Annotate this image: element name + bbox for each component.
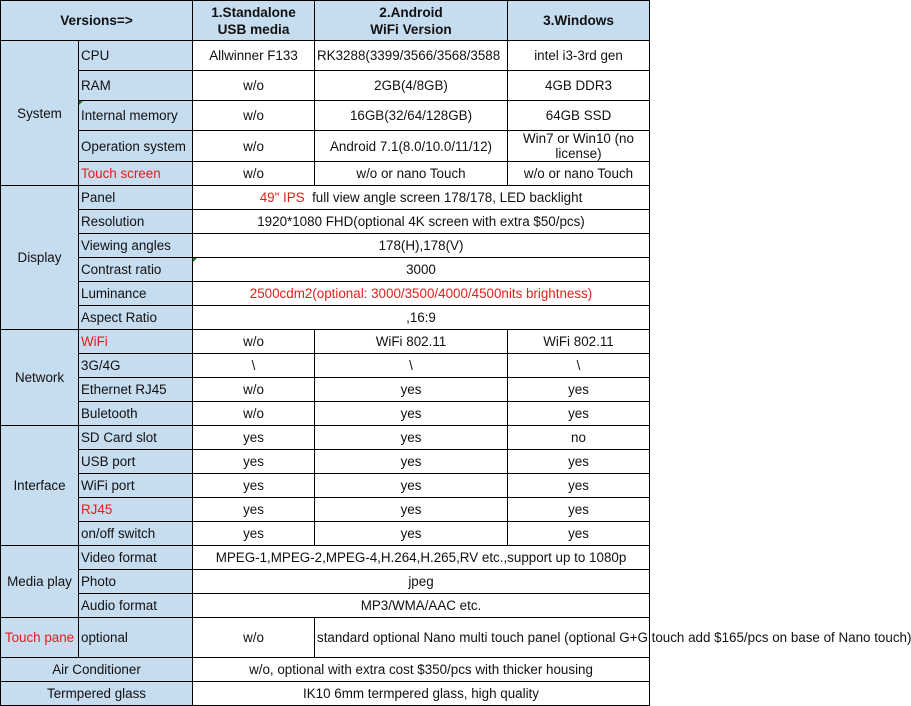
viewing-angles-value: 178(H),178(V)	[193, 234, 650, 258]
feature-audio-format: Audio format	[79, 594, 193, 618]
os-windows	[508, 131, 650, 162]
rj45-windows: yes	[508, 498, 650, 522]
feature-resolution: Resolution	[79, 210, 193, 234]
switch-standalone: yes	[193, 522, 315, 546]
feature-wifi: WiFi	[79, 330, 193, 354]
cpu-windows: intel i3-3rd gen	[508, 41, 650, 71]
feature-wifi-port: WiFi port	[79, 474, 193, 498]
feature-touch-optional: optional	[79, 618, 193, 658]
memory-windows: 64GB SSD	[508, 101, 650, 131]
table-row	[1, 210, 650, 234]
panel-value	[193, 186, 650, 210]
rj45-android: yes	[315, 498, 508, 522]
3g4g-standalone: \	[193, 354, 315, 378]
feature-usb-port: USB port	[79, 450, 193, 474]
category-interface: Interface	[1, 426, 79, 546]
usb-android: yes	[315, 450, 508, 474]
feature-air-conditioner: Air Conditioner	[1, 658, 193, 682]
android-header-line2: WiFi Version	[370, 21, 452, 37]
3g4g-windows: \	[508, 354, 650, 378]
table-row	[1, 378, 650, 402]
table-row	[1, 498, 650, 522]
table-row	[1, 41, 650, 71]
feature-viewing-angles: Viewing angles	[79, 234, 193, 258]
table-row	[1, 306, 650, 330]
table-row	[1, 546, 650, 570]
wifi-windows: WiFi 802.11	[508, 330, 650, 354]
table-row	[1, 618, 650, 658]
feature-rj45: RJ45	[79, 498, 193, 522]
tempered-glass-value: IK10 6mm termpered glass, high quality	[193, 682, 650, 706]
bluetooth-standalone: w/o	[193, 402, 315, 426]
wifiport-standalone: yes	[193, 474, 315, 498]
feature-operation-system: Operation system	[79, 131, 193, 162]
wifi-android: WiFi 802.11	[315, 330, 508, 354]
feature-sd-card: SD Card slot	[79, 426, 193, 450]
feature-ram: RAM	[79, 71, 193, 101]
table-row	[1, 426, 650, 450]
windows-header: 3.Windows	[508, 1, 650, 41]
category-touch-panel: Touch pane	[1, 618, 79, 658]
os-standalone: w/o	[193, 131, 315, 162]
table-row	[1, 594, 650, 618]
table-row	[1, 186, 650, 210]
ram-android: 2GB(4/8GB)	[315, 71, 508, 101]
table-row	[1, 450, 650, 474]
switch-android: yes	[315, 522, 508, 546]
table-row	[1, 162, 650, 186]
standalone-header-line2: USB media	[217, 21, 290, 37]
header-row	[1, 1, 650, 41]
memory-android: 16GB(32/64/128GB)	[315, 101, 508, 131]
feature-internal-memory: Internal memory	[79, 101, 193, 131]
versions-header: Versions=>	[1, 1, 193, 41]
video-format-value: MPEG-1,MPEG-2,MPEG-4,H.264,H.265,RV etc.,support up to 1080p	[193, 546, 650, 570]
table-row	[1, 234, 650, 258]
table-row	[1, 402, 650, 426]
feature-ethernet: Ethernet RJ45	[79, 378, 193, 402]
os-windows-text: Win7 or Win10 (no license)	[523, 131, 634, 161]
3g4g-android: \	[315, 354, 508, 378]
aspect-ratio-value: ,16:9	[193, 306, 650, 330]
sd-windows: no	[508, 426, 650, 450]
feature-touch-screen: Touch screen	[79, 162, 193, 186]
table-row	[1, 570, 650, 594]
ram-standalone: w/o	[193, 71, 315, 101]
panel-size: 49" IPS	[259, 190, 305, 205]
table-row	[1, 71, 650, 101]
standalone-header	[193, 1, 315, 41]
memory-standalone: w/o	[193, 101, 315, 131]
touch-panel-options: standard optional Nano multi touch panel (optional G+G touch add $165/pcs on base of Nano touch)	[315, 618, 650, 658]
feature-bluetooth: Buletooth	[79, 402, 193, 426]
table-row	[1, 282, 650, 306]
category-media-play: Media play	[1, 546, 79, 618]
table-row	[1, 258, 650, 282]
switch-windows: yes	[508, 522, 650, 546]
category-network: Network	[1, 330, 79, 426]
air-conditioner-value: w/o, optional with extra cost $350/pcs with thicker housing	[193, 658, 650, 682]
standalone-header-line1: 1.Standalone	[211, 4, 296, 20]
feature-on-off-switch: on/off switch	[79, 522, 193, 546]
android-header-line1: 2.Android	[379, 4, 443, 20]
feature-photo: Photo	[79, 570, 193, 594]
table-row	[1, 101, 650, 131]
touch-android: w/o or nano Touch	[315, 162, 508, 186]
resolution-value: 1920*1080 FHD(optional 4K screen with extra $50/pcs)	[193, 210, 650, 234]
feature-panel: Panel	[79, 186, 193, 210]
ethernet-android: yes	[315, 378, 508, 402]
ethernet-windows: yes	[508, 378, 650, 402]
panel-description: full view angle screen 178/178, LED backlight	[304, 190, 583, 205]
sd-android: yes	[315, 426, 508, 450]
table-row	[1, 474, 650, 498]
usb-windows: yes	[508, 450, 650, 474]
ethernet-standalone: w/o	[193, 378, 315, 402]
table-row	[1, 682, 650, 706]
bluetooth-android: yes	[315, 402, 508, 426]
cpu-android: RK3288(3399/3566/3568/3588	[315, 41, 508, 71]
bluetooth-windows: yes	[508, 402, 650, 426]
feature-aspect-ratio: Aspect Ratio	[79, 306, 193, 330]
android-header	[315, 1, 508, 41]
contrast-ratio-value: 3000	[193, 258, 650, 282]
feature-3g4g: 3G/4G	[79, 354, 193, 378]
wifiport-android: yes	[315, 474, 508, 498]
touch-windows: w/o or nano Touch	[508, 162, 650, 186]
feature-cpu: CPU	[79, 41, 193, 71]
feature-tempered-glass: Termpered glass	[1, 682, 193, 706]
usb-standalone: yes	[193, 450, 315, 474]
wifiport-windows: yes	[508, 474, 650, 498]
cpu-standalone: Allwinner F133	[193, 41, 315, 71]
table-row	[1, 658, 650, 682]
touch-standalone: w/o	[193, 162, 315, 186]
rj45-standalone: yes	[193, 498, 315, 522]
table-row	[1, 522, 650, 546]
luminance-value: 2500cdm2(optional: 3000/3500/4000/4500nits brightness)	[193, 282, 650, 306]
feature-luminance: Luminance	[79, 282, 193, 306]
feature-video-format: Video format	[79, 546, 193, 570]
touch-panel-standalone: w/o	[193, 618, 315, 658]
audio-format-value: MP3/WMA/AAC etc.	[193, 594, 650, 618]
category-display: Display	[1, 186, 79, 330]
os-android: Android 7.1(8.0/10.0/11/12)	[315, 131, 508, 162]
wifi-standalone: w/o	[193, 330, 315, 354]
table-row	[1, 330, 650, 354]
photo-value: jpeg	[193, 570, 650, 594]
table-row	[1, 131, 650, 162]
feature-contrast-ratio: Contrast ratio	[79, 258, 193, 282]
category-system: System	[1, 41, 79, 186]
ram-windows: 4GB DDR3	[508, 71, 650, 101]
table-row	[1, 354, 650, 378]
sd-standalone: yes	[193, 426, 315, 450]
